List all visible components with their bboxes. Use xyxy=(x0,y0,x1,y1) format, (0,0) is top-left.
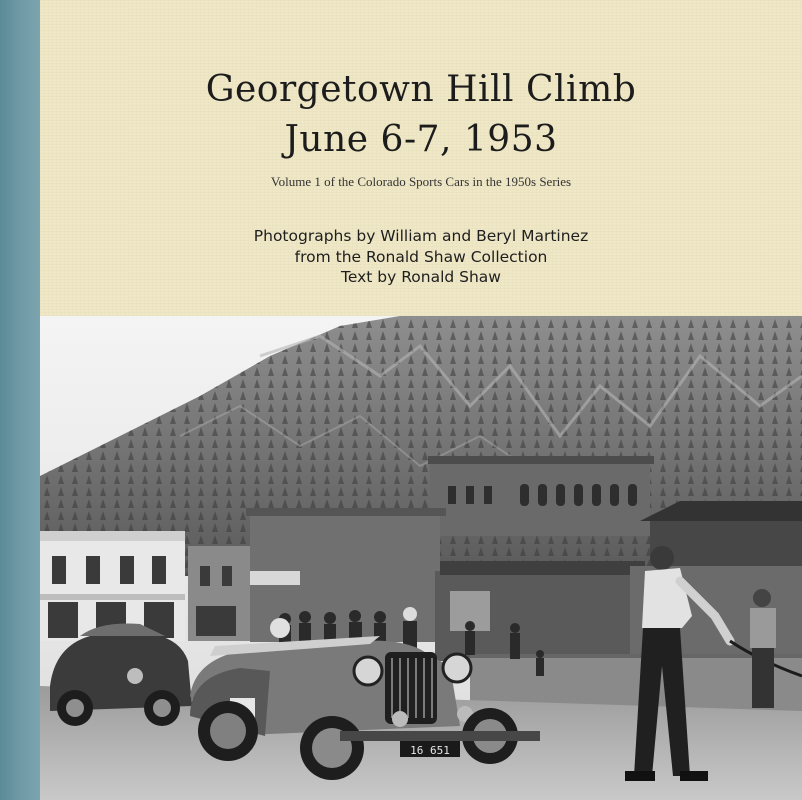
book-title-line-2: June 6-7, 1953 xyxy=(284,119,558,160)
author-credit: Text by Ronald Shaw xyxy=(340,268,501,286)
photographer-credit: Photographs by William and Beryl Martinez xyxy=(253,227,589,245)
book-spine xyxy=(0,0,40,800)
license-plate: 16 651 xyxy=(410,744,450,757)
book-title-line-1: Georgetown Hill Climb xyxy=(205,69,637,110)
series-subtitle: Volume 1 of the Colorado Sports Cars in the 1950s Series xyxy=(270,174,572,189)
cover-photo xyxy=(40,316,802,800)
mg-grille xyxy=(385,652,437,724)
title-panel xyxy=(40,0,802,316)
collection-credit: from the Ronald Shaw Collection xyxy=(294,248,548,266)
